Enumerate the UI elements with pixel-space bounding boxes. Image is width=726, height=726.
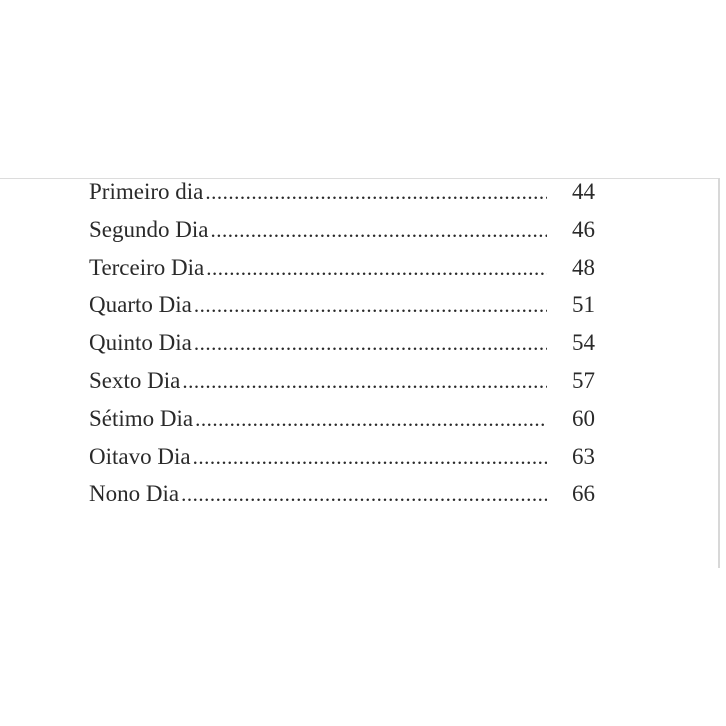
toc-entry-title: Terceiro Dia: [89, 254, 205, 280]
toc-entry[interactable]: [89, 444, 595, 482]
toc-entry-page-number: 51: [572, 292, 595, 318]
toc-entry[interactable]: [89, 292, 595, 330]
toc-entry[interactable]: [89, 481, 595, 519]
dot-leader: [195, 407, 547, 432]
dot-leader: [206, 256, 547, 281]
toc-entry[interactable]: [89, 330, 595, 368]
top-background: [0, 0, 726, 178]
toc-entry-page-number: 57: [572, 367, 595, 393]
toc-entry-title: Oitavo Dia: [89, 443, 191, 469]
toc-entry[interactable]: [89, 406, 595, 444]
dot-leader: [205, 180, 547, 205]
dot-leader: [182, 369, 547, 394]
toc-entry-title: Quinto Dia: [89, 330, 192, 356]
toc-entry-title: Primeiro dia: [89, 179, 204, 204]
toc-entry[interactable]: [89, 368, 595, 406]
toc-entry-page-number: 48: [572, 254, 595, 280]
dot-leader: [181, 482, 547, 507]
toc-entry-page-number: 66: [572, 481, 595, 507]
toc-entry-page-number: 44: [572, 179, 595, 204]
dot-leader: [194, 331, 547, 356]
toc-entry-page-number: 60: [572, 405, 595, 431]
dot-leader: [194, 293, 547, 318]
toc-entry-title: Quarto Dia: [89, 292, 192, 318]
toc-entry-title: Sexto Dia: [89, 367, 181, 393]
dot-leader: [210, 218, 547, 243]
toc-entry[interactable]: [89, 255, 595, 293]
toc-entry-title: Sétimo Dia: [89, 405, 194, 431]
toc-entry[interactable]: [89, 179, 595, 217]
toc-entry-page-number: 46: [572, 216, 595, 242]
toc-entry-page-number: 63: [572, 443, 595, 469]
toc-entry-title: Nono Dia: [89, 481, 180, 507]
toc-entry-title: Segundo Dia: [89, 216, 209, 242]
toc-entry[interactable]: [89, 217, 595, 255]
table-of-contents: [89, 179, 595, 519]
document-page: [0, 178, 718, 569]
page-edge-shadow: [718, 178, 720, 568]
dot-leader: [193, 445, 547, 470]
toc-entry-page-number: 54: [572, 330, 595, 356]
